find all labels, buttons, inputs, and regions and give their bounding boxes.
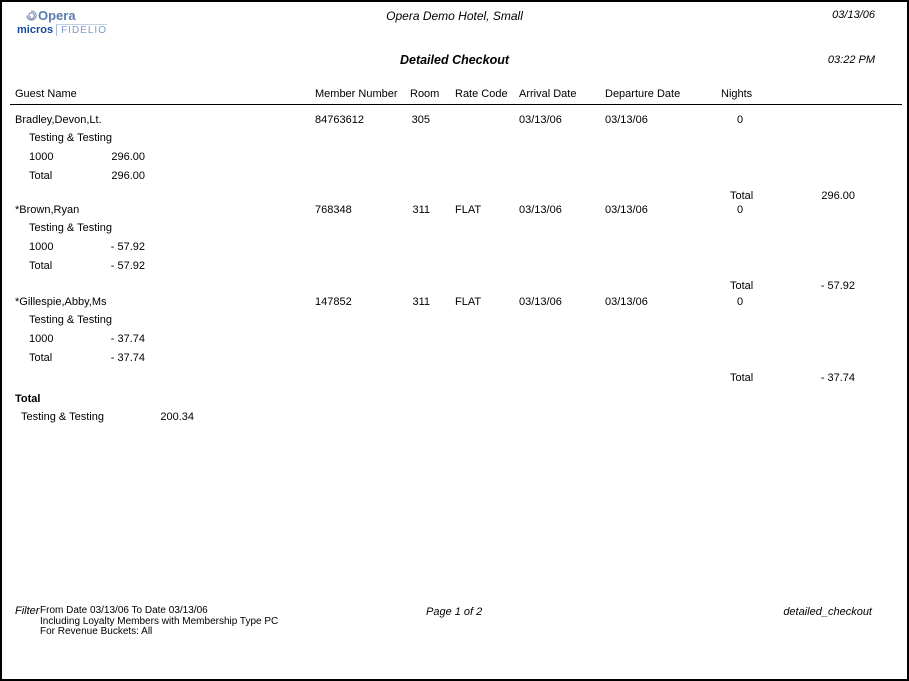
guest-total-label: Total — [730, 372, 754, 384]
grand-total-amount: 200.34 — [160, 411, 194, 423]
revenue-bucket-name: Testing & Testing — [29, 222, 112, 234]
filter-line-buckets: For Revenue Buckets: All — [40, 626, 153, 637]
guest-room: 311 — [412, 204, 430, 216]
guest-arrival-date: 03/13/06 — [519, 114, 562, 126]
opera-logo-text: Opera — [38, 8, 76, 23]
revenue-bucket-code: 1000 — [29, 151, 54, 163]
revenue-bucket-amount: - 37.74 — [110, 333, 145, 345]
column-header-rate-code: Rate Code — [455, 88, 508, 100]
page-number: Page 1 of 2 — [426, 606, 483, 618]
guest-block — [2, 204, 907, 299]
guest-name: *Brown,Ryan — [15, 204, 80, 216]
report-date: 03/13/06 — [832, 9, 875, 21]
grand-total-bucket-name: Testing & Testing — [21, 411, 104, 423]
guest-block — [2, 296, 907, 391]
revenue-bucket-name: Testing & Testing — [29, 132, 112, 144]
guest-total-label: Total — [730, 280, 754, 292]
guest-departure-date: 03/13/06 — [605, 204, 648, 216]
guest-nights: 0 — [736, 204, 744, 216]
bucket-total-amount: - 37.74 — [110, 352, 145, 364]
filter-line-dates: From Date 03/13/06 To Date 03/13/06 — [40, 605, 208, 616]
guest-departure-date: 03/13/06 — [605, 296, 648, 308]
guest-room: 311 — [412, 296, 430, 308]
guest-departure-date: 03/13/06 — [605, 114, 648, 126]
bucket-total-amount: 296.00 — [111, 170, 145, 182]
filter-criteria — [40, 606, 278, 638]
micros-logo-text: micros — [17, 24, 54, 36]
revenue-bucket-code: 1000 — [29, 241, 54, 253]
fidelio-logo-text: FIDELIO — [56, 24, 107, 36]
guest-nights: 0 — [736, 296, 744, 308]
guest-total-label: Total — [730, 190, 754, 202]
grand-total-label: Total — [15, 393, 41, 405]
guest-member-number: 768348 — [315, 204, 352, 216]
micros-fidelio-logo — [17, 24, 107, 36]
revenue-bucket-code: 1000 — [29, 333, 54, 345]
column-header-guest-name: Guest Name — [15, 88, 77, 100]
column-header-arrival-date: Arrival Date — [519, 88, 577, 100]
revenue-bucket-name: Testing & Testing — [29, 314, 112, 326]
guest-total-amount: - 37.74 — [820, 372, 855, 384]
report-title: Detailed Checkout — [399, 53, 510, 67]
guest-total-amount: 296.00 — [821, 190, 855, 202]
guest-rate-code: FLAT — [455, 296, 482, 308]
guest-member-number: 147852 — [315, 296, 352, 308]
guest-name: *Gillespie,Abby,Ms — [15, 296, 107, 308]
column-header-member-number: Member Number — [315, 88, 398, 100]
revenue-bucket-amount: - 57.92 — [110, 241, 145, 253]
hotel-name: Opera Demo Hotel, Small — [386, 9, 523, 23]
guest-block — [2, 114, 907, 209]
column-header-departure-date: Departure Date — [605, 88, 681, 100]
guest-name: Bradley,Devon,Lt. — [15, 114, 102, 126]
bucket-total-label: Total — [29, 352, 53, 364]
bucket-total-amount: - 57.92 — [110, 260, 145, 272]
guest-arrival-date: 03/13/06 — [519, 204, 562, 216]
column-header-nights: Nights — [721, 88, 753, 100]
guest-room: 305 — [411, 114, 430, 126]
guest-arrival-date: 03/13/06 — [519, 296, 562, 308]
guest-rate-code: FLAT — [455, 204, 482, 216]
report-time: 03:22 PM — [827, 54, 875, 66]
report-file-name: detailed_checkout — [783, 606, 872, 618]
revenue-bucket-amount: 296.00 — [111, 151, 145, 163]
bucket-total-label: Total — [29, 170, 53, 182]
filter-line-membership: Including Loyalty Members with Membership Type PC — [40, 615, 279, 627]
header-divider-line — [10, 104, 902, 105]
guest-member-number: 84763612 — [315, 114, 364, 126]
filter-label: Filter — [15, 605, 40, 617]
guest-total-amount: - 57.92 — [820, 280, 855, 292]
column-header-room: Room — [410, 88, 440, 100]
guest-nights: 0 — [736, 114, 744, 126]
bucket-total-label: Total — [29, 260, 53, 272]
column-header-row — [2, 88, 907, 102]
